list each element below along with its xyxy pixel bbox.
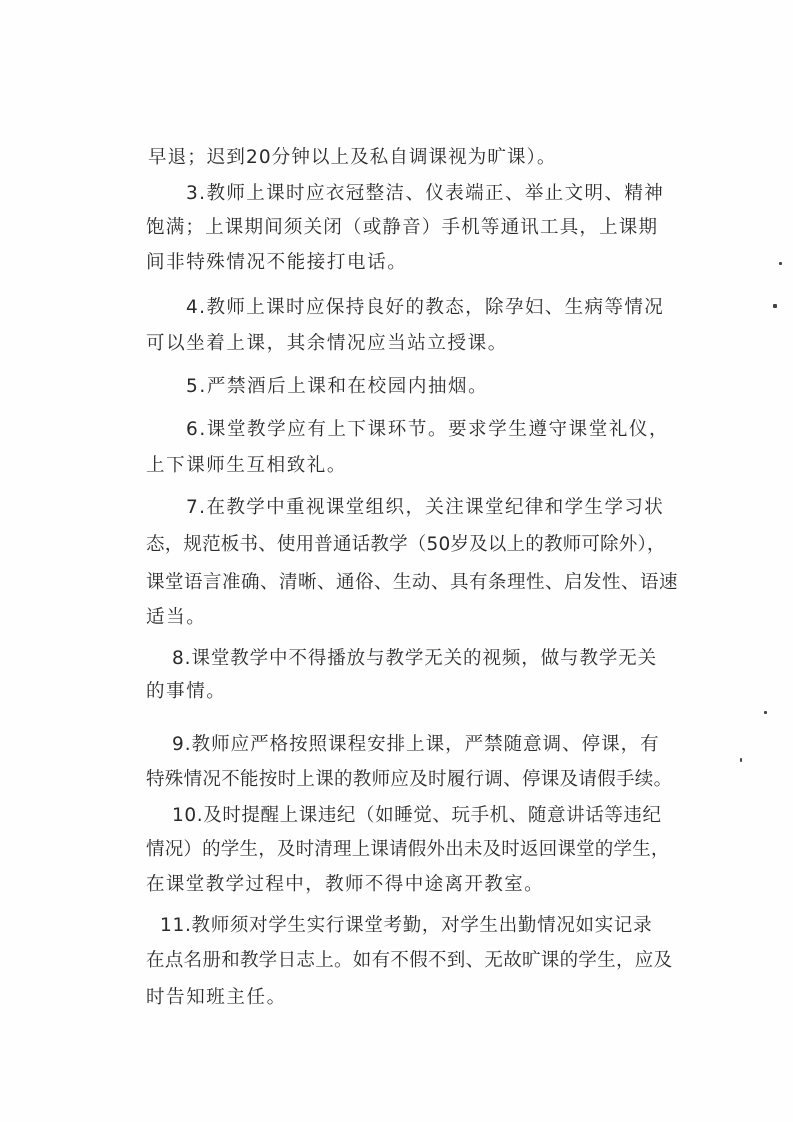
paragraph-line: 态，规范板书、使用普通话教学（50岁及以上的教师可除外），: [146, 534, 666, 555]
paragraph-line: 间非特殊情况不能接打电话。: [146, 252, 408, 273]
paragraph-line: 的事情。: [146, 681, 227, 702]
paragraph-line: 10.及时提醒上课违纪（如睡觉、玩手机、随意讲话等违纪: [172, 805, 662, 826]
paragraph-line: 上下课师生互相致礼。: [146, 455, 348, 476]
scan-speck: [740, 758, 742, 762]
paragraph-line: 9.教师应严格按照课程安排上课，严禁随意调、停课，有: [172, 734, 660, 755]
paragraph-line: 5.严禁酒后上课和在校园内抽烟。: [186, 376, 489, 397]
paragraph-line: 11.教师须对学生实行课堂考勤，对学生出勤情况如实记录: [160, 915, 653, 936]
paragraph-line: 4.教师上课时应保持良好的教态，除孕妇、生病等情况: [186, 297, 665, 318]
paragraph-line: 适当。: [146, 607, 207, 628]
paragraph-line: 在点名册和教学日志上。如有不假不到、无故旷课的学生，应及: [146, 950, 673, 971]
scan-speck: [764, 711, 767, 714]
paragraph-line: 6.课堂教学应有上下课环节。要求学生遵守课堂礼仪，: [186, 419, 670, 440]
paragraph-line: 可以坐着上课，其余情况应当站立授课。: [146, 333, 508, 354]
paragraph-line: 特殊情况不能按时上课的教师应及时履行调、停课及请假手续。: [146, 769, 673, 790]
paragraph-line: 情况）的学生，及时清理上课请假外出未及时返回课堂的学生，: [146, 839, 670, 860]
paragraph-line: 8.课堂教学中不得播放与教学无关的视频，做与教学无关: [172, 648, 658, 669]
scan-speck: [773, 304, 777, 308]
scan-speck: [779, 262, 782, 265]
paragraph-line: 饱满；上课期间须关闭（或静音）手机等通讯工具，上课期: [146, 217, 659, 238]
paragraph-line: 在课堂教学过程中，教师不得中途离开教室。: [146, 874, 545, 895]
paragraph-line: 早退；迟到20分钟以上及私自调课视为旷课）。: [148, 147, 557, 168]
paragraph-line: 7.在教学中重视课堂组织，关注课堂纪律和学生学习状: [186, 497, 665, 518]
paragraph-line: 课堂语言准确、清晰、通俗、生动、具有条理性、启发性、语速: [146, 572, 679, 593]
paragraph-line: 3.教师上课时应衣冠整洁、仪表端正、举止文明、精神: [186, 183, 665, 204]
paragraph-line: 时告知班主任。: [146, 987, 287, 1008]
